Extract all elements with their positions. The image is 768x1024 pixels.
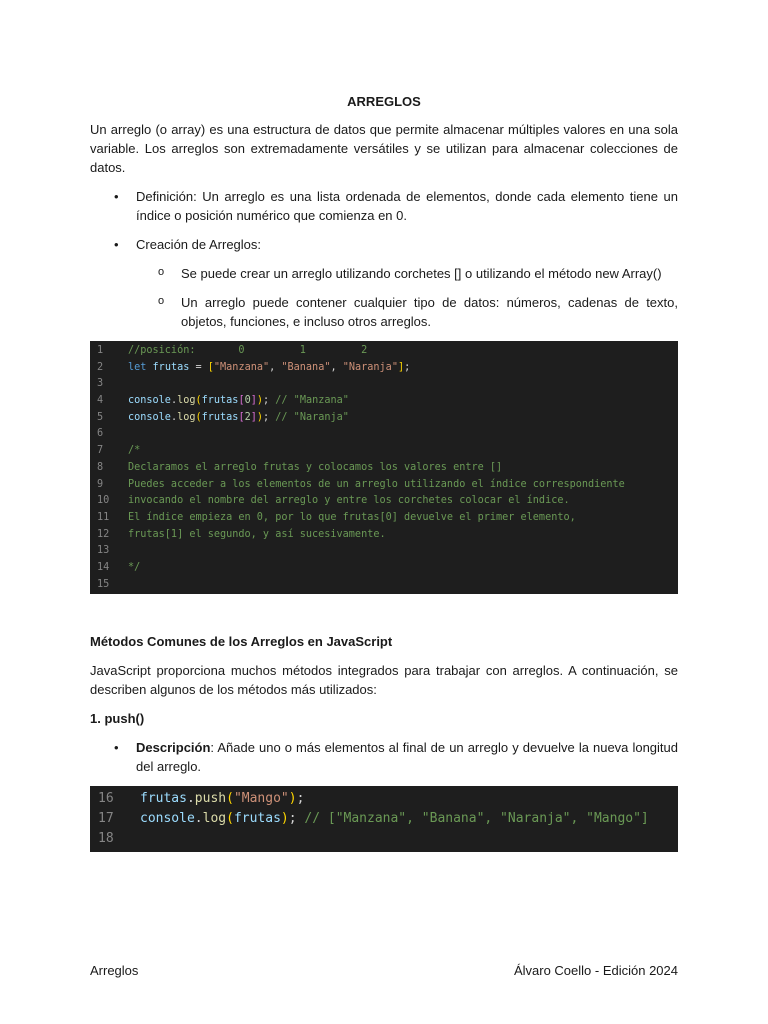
method-push-heading: 1. push() xyxy=(90,711,145,726)
document-title: ARREGLOS xyxy=(347,94,421,109)
code-line xyxy=(90,829,678,849)
description-label: Descripción xyxy=(136,740,211,755)
code-line xyxy=(90,426,678,443)
code-text: invocando el nombre del arreglo y entre los corchetes colocar el índice. xyxy=(128,495,570,507)
section-intro: JavaScript proporciona muchos métodos integrados para trabajar con arreglos. A continuación, se describen algunos de los métodos más utilizados: xyxy=(90,663,678,697)
code-line xyxy=(90,510,678,527)
intro-paragraph: Un arreglo (o array) es una estructura de datos que permite almacenar múltiples valores en una sola variable. Los arreglos son extremadamente versátiles y se utilizan para almacenar colecciones de datos. xyxy=(90,122,678,175)
code-line xyxy=(90,577,678,594)
line-number: 5 xyxy=(97,411,104,423)
line-number: 9 xyxy=(97,478,104,490)
code-line xyxy=(90,443,678,460)
line-number: 1 xyxy=(97,345,104,356)
description-text: : Añade uno o más elementos al final de un arreglo y devuelve la nueva longitud del arreglo. xyxy=(136,740,678,774)
line-number: 18 xyxy=(98,831,114,846)
code-line xyxy=(90,410,678,427)
line-number: 2 xyxy=(97,361,104,373)
line-number: 7 xyxy=(97,445,104,457)
line-number: 10 xyxy=(97,495,110,507)
code-text: let frutas = ["Manzana", "Banana", "Naranja"]; xyxy=(128,361,411,373)
code-line xyxy=(90,493,678,510)
line-number: 15 xyxy=(97,578,110,590)
line-number: 4 xyxy=(97,395,104,407)
line-number: 12 xyxy=(97,528,110,540)
code-line xyxy=(90,477,678,494)
code-text: Puedes acceder a los elementos de un arreglo utilizando el índice correspondiente xyxy=(128,478,625,490)
line-number: 16 xyxy=(98,791,114,806)
code-text: console.log(frutas[2]); // "Naranja" xyxy=(128,411,349,423)
code-text: /* xyxy=(128,445,141,457)
code-line xyxy=(90,343,678,360)
code-text: frutas[1] el segundo, y así sucesivamente. xyxy=(128,528,386,540)
code-line xyxy=(90,360,678,377)
method-push-list xyxy=(90,738,678,776)
code-text: console.log(frutas); // ["Manzana", "Banana", "Naranja", "Mango"] xyxy=(140,811,649,826)
line-number: 8 xyxy=(97,461,104,473)
line-number: 3 xyxy=(97,378,104,390)
line-number: 11 xyxy=(97,511,110,523)
code-text: Declaramos el arreglo frutas y colocamos los valores entre [] xyxy=(128,461,503,473)
code-line xyxy=(90,527,678,544)
code-block-arreglo xyxy=(90,341,678,594)
sub-bullet-list xyxy=(136,264,678,331)
method-push-description xyxy=(90,738,678,776)
line-number: 17 xyxy=(98,811,114,826)
document-page xyxy=(90,92,678,852)
footer-left: Arreglos xyxy=(90,963,139,978)
line-number: 14 xyxy=(97,561,110,573)
code-text: El índice empieza en 0, por lo que frutas[0] devuelve el primer elemento, xyxy=(128,511,576,523)
code-line xyxy=(90,393,678,410)
code-line xyxy=(90,460,678,477)
section-heading: Métodos Comunes de los Arreglos en JavaScript xyxy=(90,634,393,649)
line-number: 13 xyxy=(97,545,110,557)
code-block-push xyxy=(90,786,678,852)
footer-right: Álvaro Coello - Edición 2024 xyxy=(513,963,678,978)
sub-bullet-corchetes: o Se puede crear un arreglo utilizando corchetes [] o utilizando el método new Array() xyxy=(136,264,678,283)
code-line xyxy=(90,560,678,577)
code-line xyxy=(90,809,678,829)
sub-bullet-tipos: o Un arreglo puede contener cualquier tipo de datos: números, cadenas de texto, objetos, funciones, e incluso otros arreglos. xyxy=(136,293,678,331)
bullet-definicion: • Definición: Un arreglo es una lista ordenada de elementos, donde cada elemento tiene un índice o posición numérico que comienza en 0. xyxy=(90,187,678,225)
bullet-creacion xyxy=(90,235,678,331)
code-line xyxy=(90,376,678,393)
code-text: */ xyxy=(128,561,141,573)
code-text: frutas.push("Mango"); xyxy=(140,791,305,806)
line-number: 6 xyxy=(97,428,104,440)
bullet-creacion-label: Creación de Arreglos: xyxy=(136,237,262,252)
code-line xyxy=(90,789,678,809)
code-text: //posición: 0 1 2 xyxy=(128,345,368,356)
code-text: console.log(frutas[0]); // "Manzana" xyxy=(128,395,349,407)
bullet-list xyxy=(90,187,678,331)
code-line xyxy=(90,543,678,560)
